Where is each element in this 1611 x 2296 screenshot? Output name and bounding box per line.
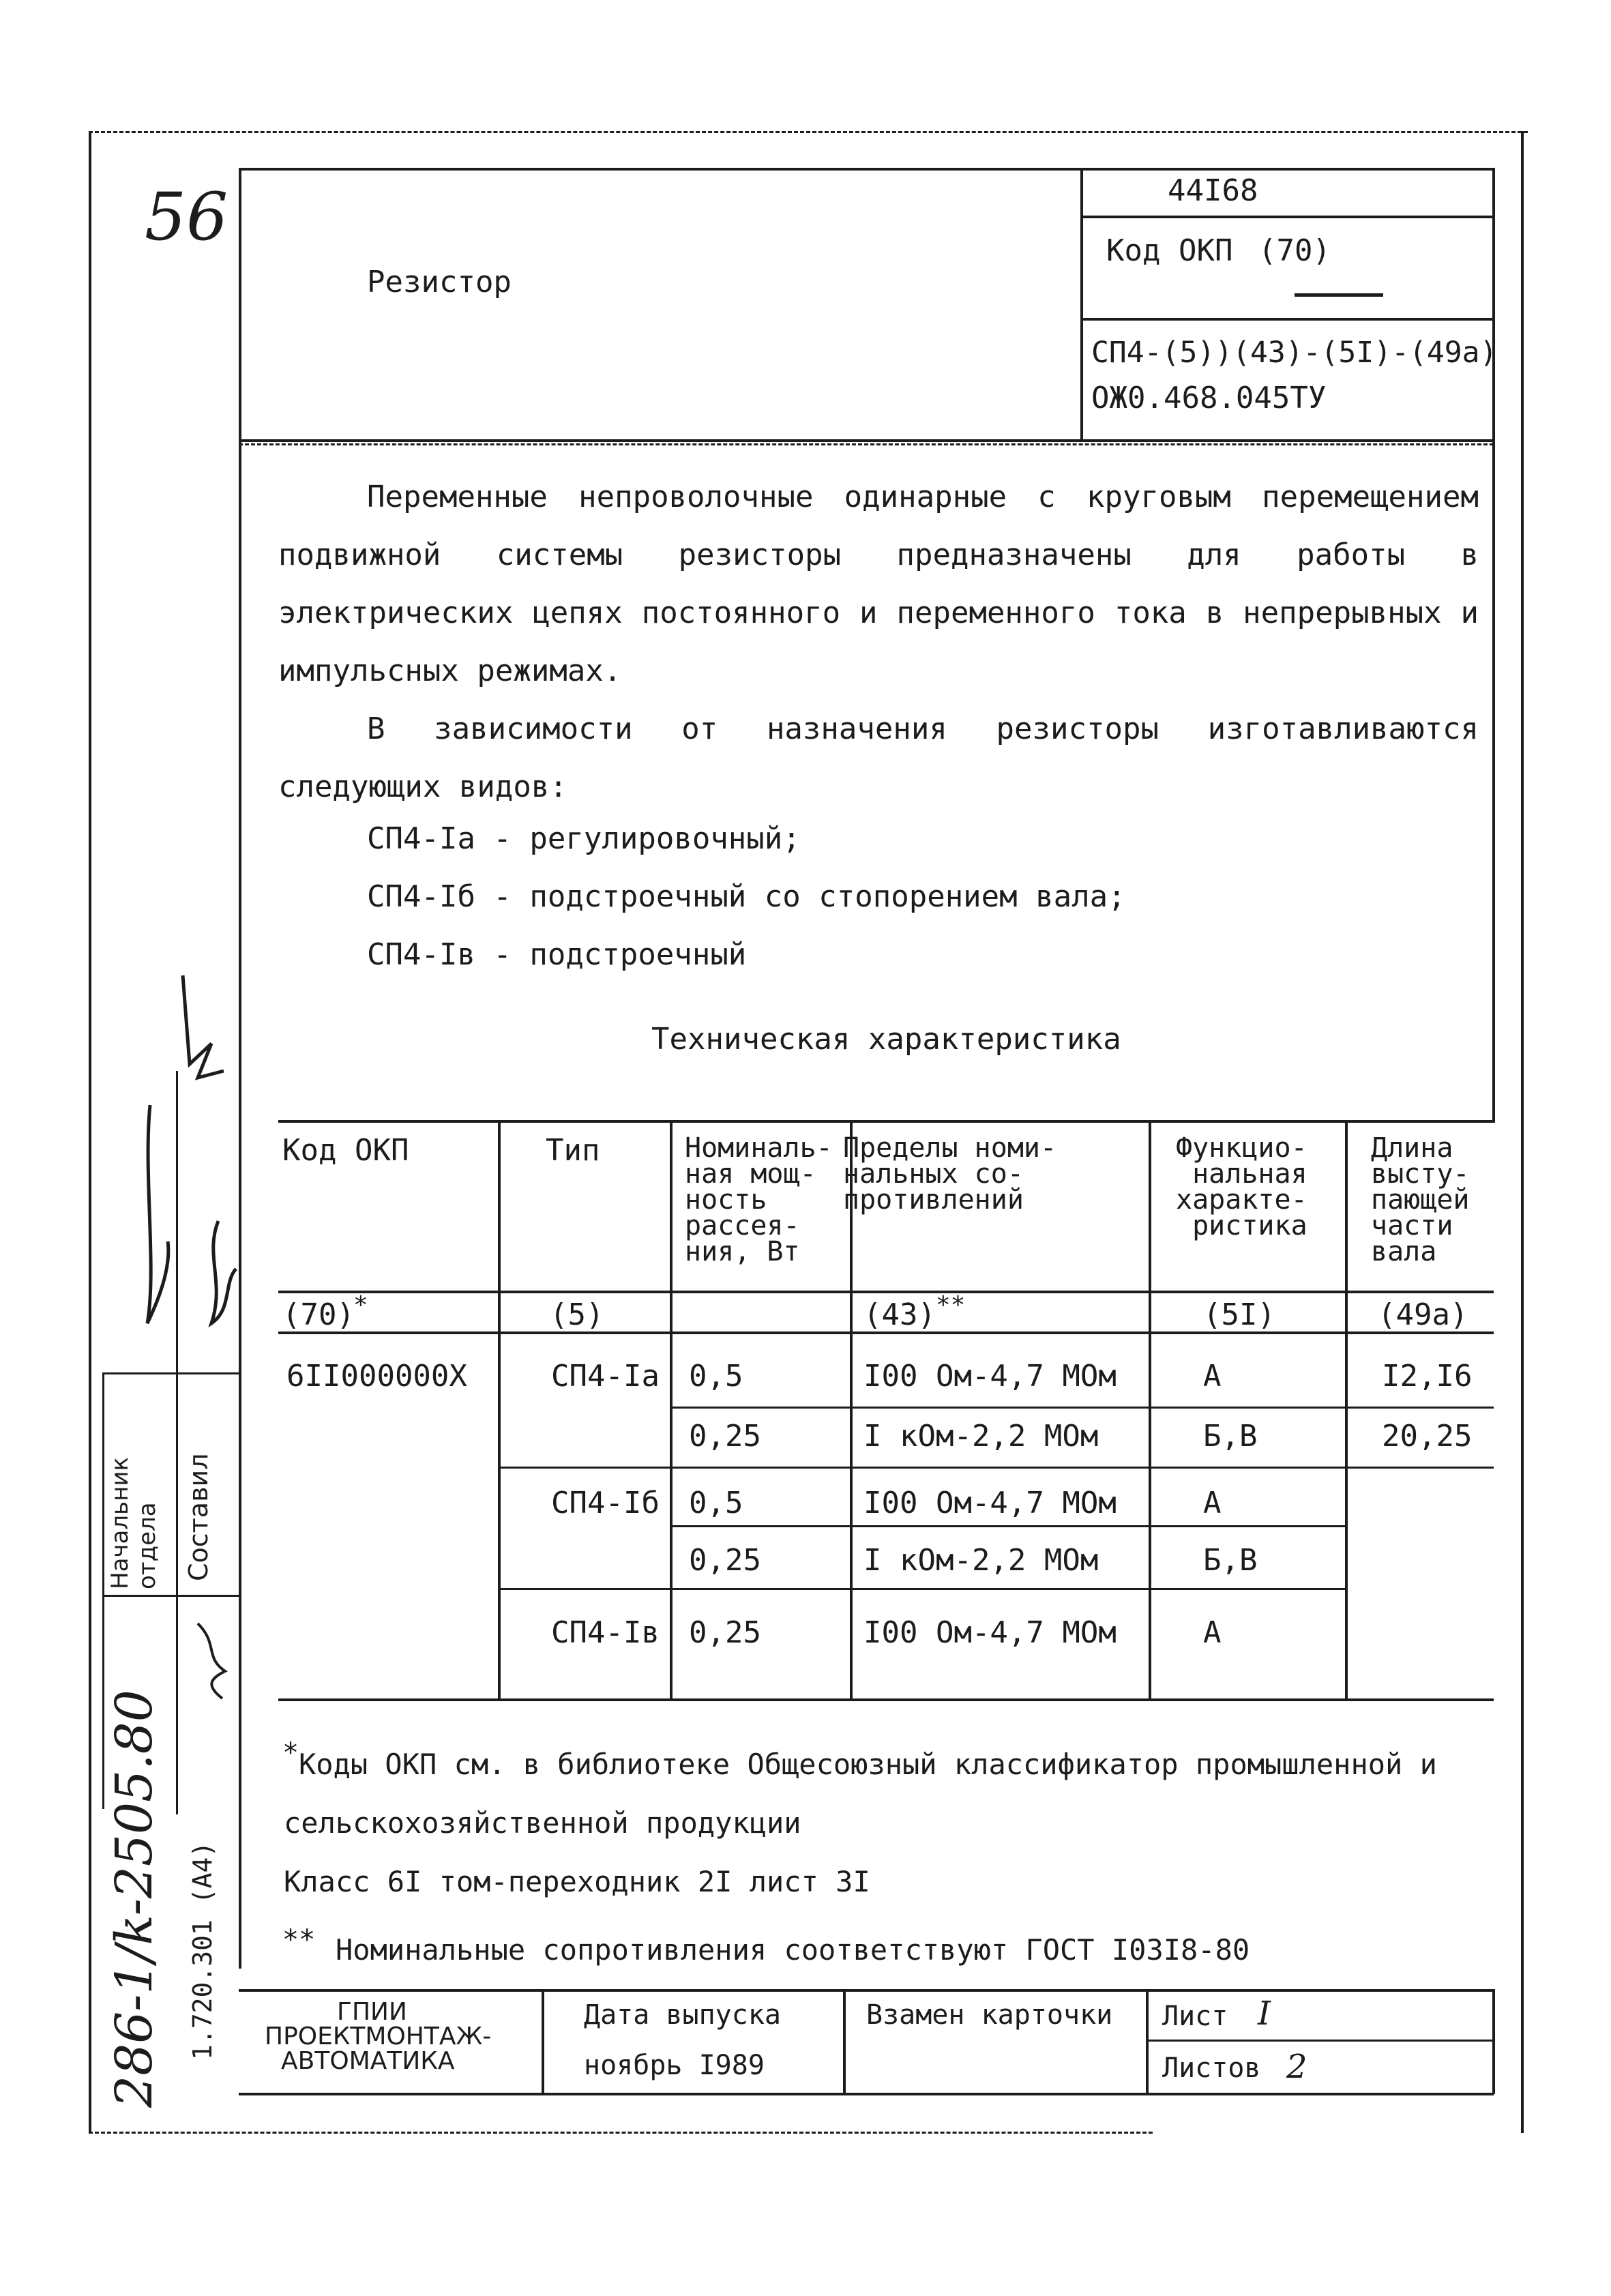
column-header-shaft-length: Длина высту- пающей части вала [1371,1132,1470,1267]
function-value: А [1203,1615,1222,1650]
format-code: 1.720.301 (A4) [188,1841,218,2060]
function-value: Б,В [1203,1419,1258,1454]
table-col-rule [670,1120,673,1700]
range-value: I кОм-2,2 МОм [863,1419,1099,1454]
table-col-rule [1345,1120,1348,1700]
column-header-type: Тип [546,1133,600,1168]
okp-code-reference: (70) [1258,233,1331,268]
okp-code-label: Код ОКП [1106,233,1233,268]
function-value: А [1203,1359,1222,1394]
table-row-rule [498,1467,1494,1469]
footnote-okp-line: Коды ОКП см. в библиотеке Общесоюзный классификатор промышленной и [299,1748,1437,1781]
power-value: 0,25 [689,1615,761,1650]
kind-item: СП4-Iа - регулировочный; [367,821,801,856]
intro-text: Переменные непроволочные одинарные с круговым перемещением подвижной системы резисторы предназначены для работы в электрических цепях постоянного и переменного тока в непрерывных и импульсных режимах. [278,480,1479,688]
type-value: СП4-Iб [551,1486,660,1520]
organization-line: АВТОМАТИКА [281,2047,455,2075]
column-code: (43) [863,1297,936,1332]
sheets-total-number: 2 [1286,2048,1307,2086]
kind-item: СП4-Iв - подстроечный [367,937,747,972]
table-top-rule [278,1120,1494,1123]
head-of-department-label: Начальник отдела [106,1457,161,1589]
organization-line: ГПИИ [337,1998,407,2026]
column-code: (70) [282,1297,355,1332]
type-designation-formula: СП4-(5))(43)-(5I)-(49а) [1091,336,1498,370]
intro-paragraph [278,468,1479,700]
footer-right-line [1492,1989,1495,2094]
table-row-rule [670,1407,1494,1409]
kind-item: СП4-Iб - подстроечный со стопорением вала; [367,879,1126,914]
kinds-paragraph [278,700,1479,816]
range-value: I00 Ом-4,7 МОм [863,1486,1117,1520]
signature-stroke [211,1221,236,1323]
okp-code-value: 6II000000X [286,1359,467,1394]
table-title: Техническая характеристика [651,1022,1121,1057]
type-value: СП4-Iа [551,1359,660,1394]
column-code: (5) [550,1297,604,1332]
replaces-card-label: Взамен карточки [866,1999,1113,2031]
okp-code-blank-line [1295,293,1383,297]
header-left-line [239,168,241,441]
sheet-label: Лист [1162,2001,1228,2032]
page-left-border [89,131,91,2133]
footer-bottom-line [239,2093,1494,2095]
range-value: I00 Ом-4,7 МОм [863,1359,1117,1394]
header-okp-divider [1080,318,1494,321]
page-top-border [89,131,1528,133]
header-code-divider [1080,216,1494,218]
column-code: (5I) [1203,1297,1275,1332]
column-header-function: Функцио- нальная характе- ристика [1176,1132,1307,1241]
range-value: I00 Ом-4,7 МОм [863,1615,1117,1650]
product-code-number: 44I68 [1168,173,1258,208]
organization-line: ПРОЕКТМОНТАЖ- [265,2022,492,2050]
page-bottom-border [89,2132,1153,2134]
header-bottom-line [239,439,1494,442]
footnote-gost: Номинальные сопротивления соответствуют ГОСТ I03I8-80 [336,1933,1250,1967]
power-value: 0,25 [689,1419,761,1454]
header-right-line [1492,168,1495,441]
power-value: 0,5 [689,1486,743,1520]
issue-date-value: ноябрь I989 [584,2050,765,2081]
kinds-intro-text: В зависимости от назначения резисторы изготавливаются следующих видов: [278,711,1479,804]
column-header-power: Номиналь- ная мощ- ность рассея- ния, Вт [685,1132,833,1267]
corner-page-mark: 56 [145,179,228,255]
footnote-okp-line: Класс 6I том-переходник 2I лист 3I [284,1865,870,1898]
power-value: 0,5 [689,1359,743,1394]
footer-sheet-divider [1146,2040,1494,2042]
footer-divider [1146,1989,1149,2094]
function-value: Б,В [1203,1543,1258,1578]
footnote-mark: * [282,1737,299,1769]
technical-spec-number: ОЖ0.468.045ТУ [1091,381,1327,415]
body-right-line [1492,441,1495,1123]
signature-stroke [183,975,224,1078]
power-value: 0,25 [689,1543,761,1578]
footer-top-line [239,1989,1494,1992]
footnote-mark: ** [282,1924,316,1956]
footer-divider [843,1989,846,2094]
compiled-by-label: Составил [183,1453,213,1581]
document-title: Резистор [367,265,512,299]
type-value: СП4-Iв [551,1615,660,1650]
footnote-okp-line: сельскохозяйственной продукции [284,1806,801,1840]
header-top-line [239,168,1494,171]
sheets-total-label: Листов [1162,2052,1261,2084]
table-row-rule [670,1525,1345,1527]
signature-strokes [102,969,252,1842]
issue-date-label: Дата выпуска [584,1999,781,2031]
page-right-border [1521,131,1524,2133]
column-header-okp-code: Код ОКП [282,1133,409,1168]
column-header-resistance-range: Пределы номи- нальных со- противлений [843,1132,1057,1216]
footnote-mark: * [353,1291,368,1319]
body-top-line [239,443,1494,445]
table-col-rule [498,1120,501,1700]
range-value: I кОм-2,2 МОм [863,1543,1099,1578]
function-value: А [1203,1486,1222,1520]
signature-stroke [198,1623,225,1698]
table-bottom-rule [278,1698,1494,1701]
length-value: I2,I6 [1382,1359,1473,1394]
handwritten-registration-number: 286-1/k-2505.80 [105,1690,164,2108]
table-col-rule [1149,1120,1151,1700]
footnote-mark: ** [936,1291,966,1319]
length-value: 20,25 [1382,1419,1473,1454]
signature-stroke [147,1105,168,1323]
header-divider [1080,168,1083,441]
table-row-rule [498,1588,1345,1590]
footer-divider [542,1989,544,2094]
sheet-number: I [1258,1995,1271,2033]
table-code-rule [278,1291,1494,1293]
column-code: (49а) [1378,1297,1468,1332]
